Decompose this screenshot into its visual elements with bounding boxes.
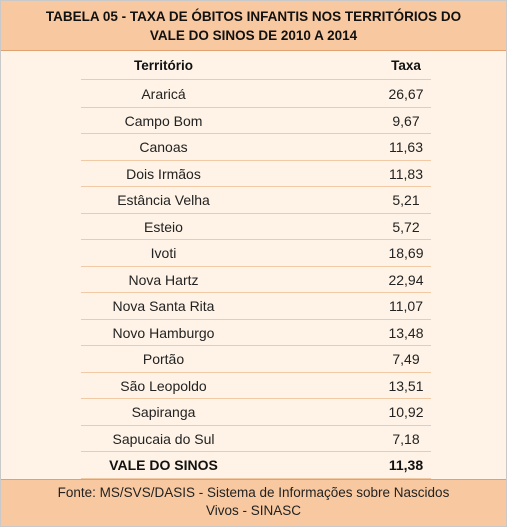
taxa-cell: 13,48 <box>388 324 424 341</box>
taxa-cell: 10,92 <box>388 404 424 420</box>
territorio-cell: Novo Hamburgo <box>112 324 215 341</box>
territorio-cell: Nova Santa Rita <box>112 298 215 314</box>
territorio-cell: Estância Velha <box>117 192 210 208</box>
territorio-cell: Portão <box>142 351 185 367</box>
row-divider <box>81 345 431 346</box>
taxa-cell: 13,51 <box>388 377 424 394</box>
row-divider <box>81 398 431 399</box>
table-row <box>1 134 506 161</box>
row-divider <box>81 266 431 267</box>
header-taxa: Taxa <box>391 58 421 73</box>
taxa-cell: 11,63 <box>389 139 423 155</box>
table-row <box>1 267 506 294</box>
table-row <box>1 161 506 188</box>
table-row <box>1 187 506 214</box>
table-row <box>1 399 506 426</box>
table-footer <box>1 479 506 526</box>
territorio-cell: São Leopoldo <box>120 377 207 394</box>
table-header <box>1 53 506 79</box>
taxa-cell: 7,49 <box>392 351 420 367</box>
table-row <box>1 320 506 347</box>
row-divider <box>81 292 431 293</box>
table-row <box>1 346 506 373</box>
header-territorio: Território <box>133 58 193 73</box>
table-row <box>1 373 506 400</box>
row-divider <box>81 186 431 187</box>
row-divider <box>81 451 431 452</box>
taxa-cell: 5,21 <box>392 192 420 208</box>
row-divider <box>81 107 431 108</box>
territorio-cell: Dois Irmãos <box>126 165 201 182</box>
row-divider <box>81 425 431 426</box>
table-body <box>1 81 506 479</box>
territorio-cell: Campo Bom <box>124 112 203 129</box>
total-territorio-cell: VALE DO SINOS <box>109 457 218 473</box>
table-row <box>1 426 506 453</box>
row-divider <box>81 319 431 320</box>
source-line-1: Fonte: MS/SVS/DASIS - Sistema de Informações sobre Nascidos <box>57 485 450 500</box>
territorio-cell: Esteio <box>144 218 183 235</box>
territorio-cell: Ivoti <box>150 245 177 261</box>
taxa-cell: 18,69 <box>388 245 424 261</box>
row-divider <box>81 133 431 134</box>
row-divider <box>81 213 431 214</box>
territorio-cell: Araricá <box>141 86 186 102</box>
taxa-cell: 7,18 <box>392 430 420 447</box>
taxa-cell: 26,67 <box>388 86 424 102</box>
taxa-cell: 5,72 <box>392 218 420 235</box>
taxa-cell: 22,94 <box>388 271 424 288</box>
total-taxa-cell: 11,38 <box>388 457 424 473</box>
taxa-cell: 9,67 <box>392 112 420 129</box>
territorio-cell: Nova Hartz <box>128 271 199 288</box>
row-divider <box>81 79 431 80</box>
table-row <box>1 108 506 135</box>
table-row <box>1 240 506 267</box>
row-divider <box>81 160 431 161</box>
taxa-cell: 11,07 <box>389 298 423 314</box>
title-line-2: VALE DO SINOS DE 2010 A 2014 <box>149 28 358 43</box>
total-row <box>1 452 506 479</box>
title-line-1: TABELA 05 - TAXA DE ÓBITOS INFANTIS NOS TERRITÓRIOS DO <box>45 9 462 24</box>
territorio-cell: Sapucaia do Sul <box>112 430 215 447</box>
taxa-cell: 11,83 <box>389 165 423 182</box>
table-row <box>1 81 506 108</box>
table-row <box>1 214 506 241</box>
row-divider <box>81 372 431 373</box>
table-title <box>1 1 506 51</box>
source-line-2: Vivos - SINASC <box>205 503 302 518</box>
table-row <box>1 293 506 320</box>
row-divider <box>81 239 431 240</box>
row-divider <box>81 478 431 479</box>
territorio-cell: Canoas <box>139 139 188 155</box>
territorio-cell: Sapiranga <box>131 404 196 420</box>
